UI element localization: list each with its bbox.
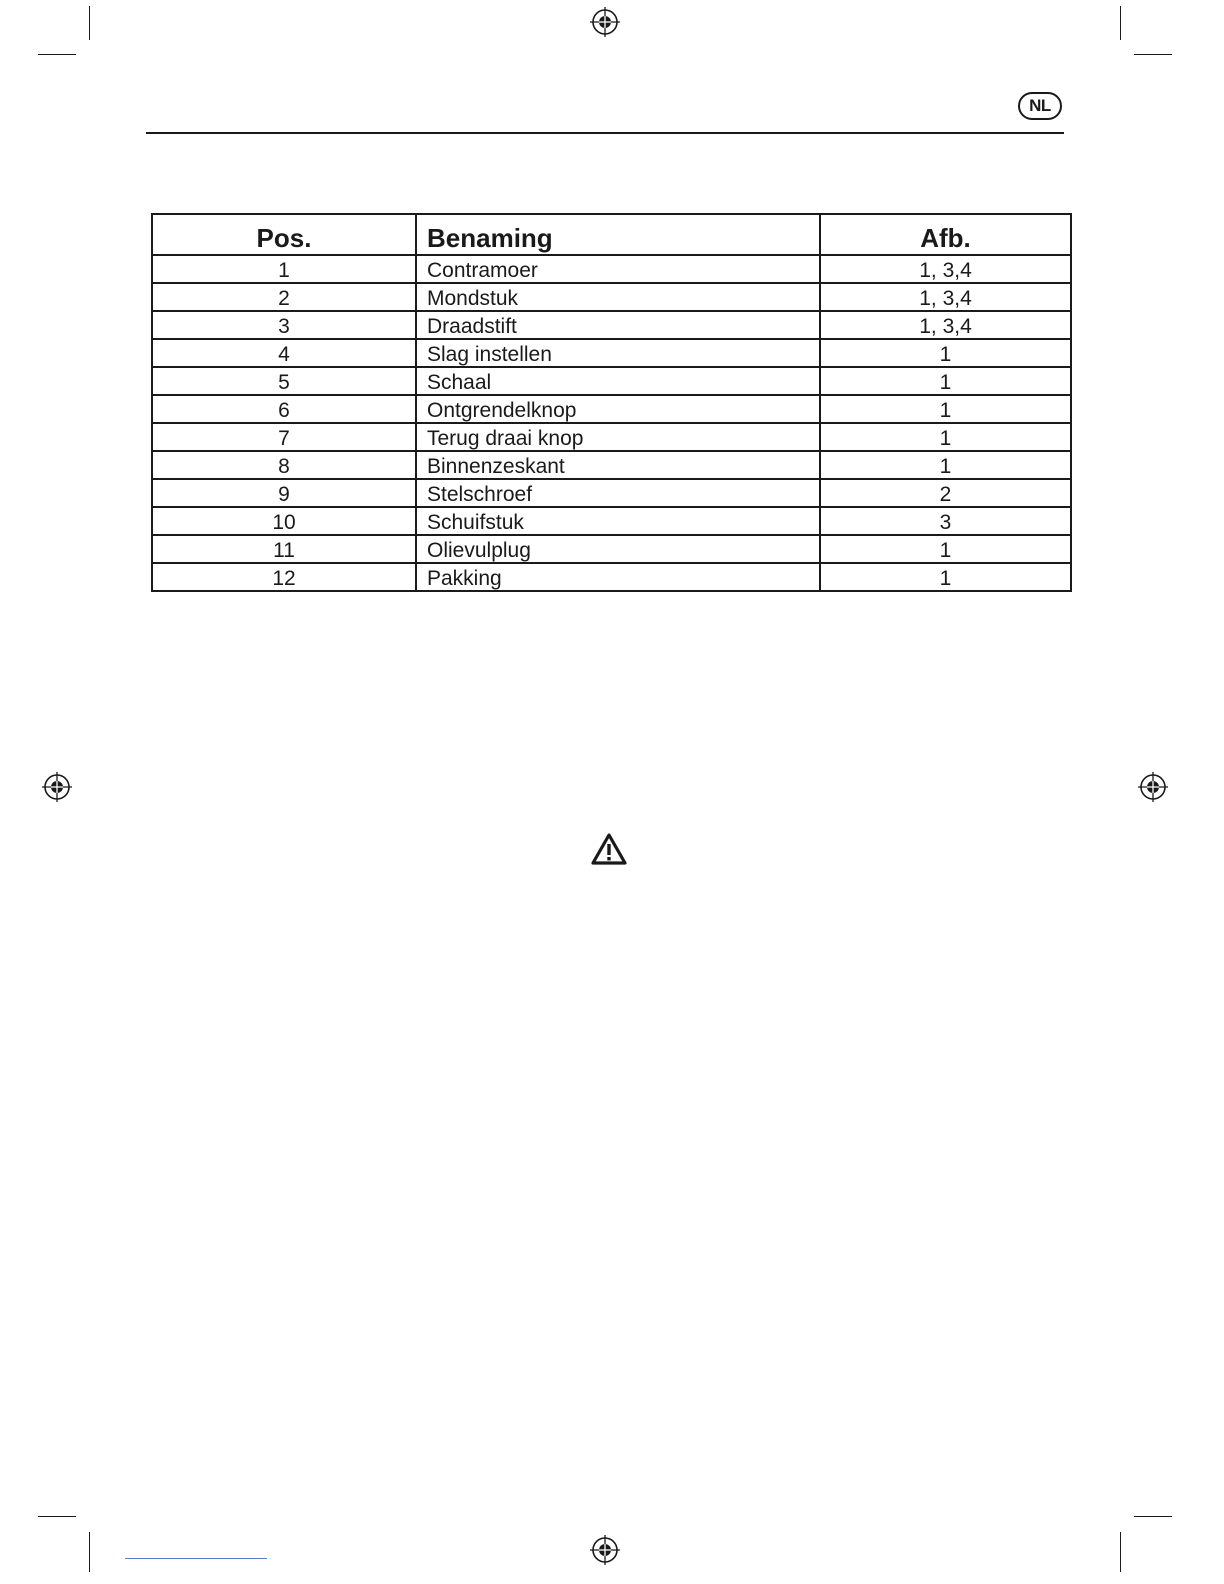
cell-name: Contramoer (416, 255, 820, 283)
cell-fig: 1 (820, 535, 1071, 563)
footer-line (125, 1558, 267, 1559)
header-name: Benaming (416, 214, 820, 255)
table-header-row (152, 214, 1071, 255)
table-row (152, 535, 1071, 563)
cell-name: Binnenzeskant (416, 451, 820, 479)
cell-fig: 1 (820, 563, 1071, 591)
cell-fig: 1 (820, 395, 1071, 423)
cell-fig: 1 (820, 367, 1071, 395)
table-row (152, 395, 1071, 423)
cell-pos: 10 (152, 507, 416, 535)
cell-fig: 1, 3,4 (820, 283, 1071, 311)
cell-pos: 1 (152, 255, 416, 283)
table-row (152, 451, 1071, 479)
cell-pos: 5 (152, 367, 416, 395)
cell-pos: 7 (152, 423, 416, 451)
cell-name: Slag instellen (416, 339, 820, 367)
table-row (152, 367, 1071, 395)
table-row (152, 255, 1071, 283)
cell-fig: 1, 3,4 (820, 255, 1071, 283)
header-fig: Afb. (820, 214, 1071, 255)
crop-mark (1134, 54, 1172, 55)
table-row (152, 311, 1071, 339)
registration-mark-icon (1138, 772, 1168, 802)
cell-name: Ontgrendelknop (416, 395, 820, 423)
cell-pos: 11 (152, 535, 416, 563)
cell-name: Mondstuk (416, 283, 820, 311)
language-badge: NL (1018, 92, 1062, 120)
cell-fig: 1, 3,4 (820, 311, 1071, 339)
header-rule (146, 132, 1064, 134)
crop-mark (38, 1516, 76, 1517)
table-row (152, 283, 1071, 311)
cell-fig: 1 (820, 339, 1071, 367)
cell-name: Terug draai knop (416, 423, 820, 451)
cell-fig: 2 (820, 479, 1071, 507)
registration-mark-icon (42, 772, 72, 802)
header-pos: Pos. (152, 214, 416, 255)
registration-mark-icon (590, 7, 620, 37)
crop-mark (1134, 1516, 1172, 1517)
crop-mark (89, 1532, 90, 1572)
cell-pos: 2 (152, 283, 416, 311)
crop-mark (1120, 6, 1121, 40)
cell-name: Schaal (416, 367, 820, 395)
cell-name: Schuifstuk (416, 507, 820, 535)
cell-fig: 3 (820, 507, 1071, 535)
cell-pos: 6 (152, 395, 416, 423)
table-row (152, 507, 1071, 535)
crop-mark (89, 6, 90, 40)
cell-pos: 9 (152, 479, 416, 507)
cell-name: Draadstift (416, 311, 820, 339)
table-row (152, 339, 1071, 367)
parts-table (151, 213, 1072, 592)
cell-fig: 1 (820, 451, 1071, 479)
cell-name: Stelschroef (416, 479, 820, 507)
warning-triangle-icon (590, 832, 628, 866)
table-row (152, 423, 1071, 451)
crop-mark (38, 54, 76, 55)
crop-mark (1120, 1532, 1121, 1572)
cell-pos: 8 (152, 451, 416, 479)
cell-pos: 3 (152, 311, 416, 339)
cell-name: Olievulplug (416, 535, 820, 563)
cell-pos: 12 (152, 563, 416, 591)
table-row (152, 563, 1071, 591)
cell-fig: 1 (820, 423, 1071, 451)
cell-name: Pakking (416, 563, 820, 591)
registration-mark-icon (590, 1535, 620, 1565)
table-row (152, 479, 1071, 507)
cell-pos: 4 (152, 339, 416, 367)
